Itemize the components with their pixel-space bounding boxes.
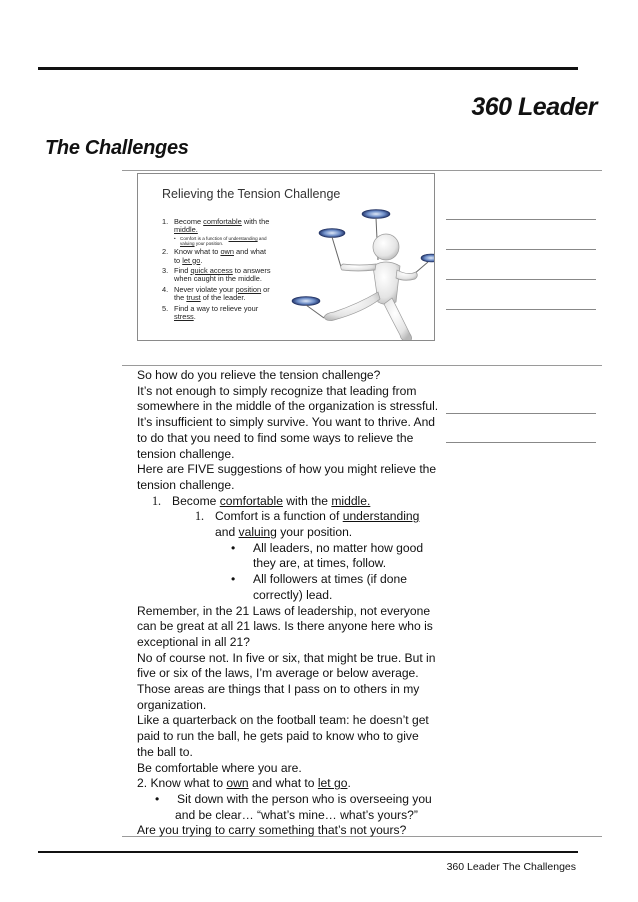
note-line <box>446 219 596 220</box>
page-footer: 360 Leader The Challenges <box>446 861 576 873</box>
bullet-item: • Sit down with the person who is overseeing you <box>155 791 432 806</box>
top-rule <box>38 67 578 70</box>
bullet-item: • All leaders, no matter how good <box>231 540 424 555</box>
bullet-item-cont: they are, at times, follow. <box>253 556 387 571</box>
numbered-item: 1. Become comfortable with the middle. <box>152 493 371 508</box>
bullet-item: • All followers at times (if done <box>231 572 407 587</box>
slide-title: Relieving the Tension Challenge <box>162 187 341 201</box>
note-text: paid to run the ball, he gets paid to know who to give <box>137 729 419 744</box>
note-text: It’s not enough to simply recognize that leading from <box>137 383 417 398</box>
note-text: Those areas are things that I pass on to others in my <box>137 682 420 697</box>
divider <box>122 365 602 366</box>
note-text: No of course not. In five or six, that might be true. But in <box>137 650 436 665</box>
note-text: the ball to. <box>137 744 193 759</box>
note-text: Remember, in the 21 Laws of leadership, not everyone <box>137 603 431 618</box>
slide-item: 5. Find a way to relieve your stress. <box>162 303 259 322</box>
juggling-figure-illustration <box>138 174 435 341</box>
note-text: Here are FIVE suggestions of how you might relieve the <box>137 462 437 477</box>
slide-thumbnail <box>137 173 435 341</box>
slide-subitem: • Comfort is a function of understanding and valuing your position. <box>174 235 267 247</box>
note-text: 2. Know what to own and what to let go. <box>137 776 351 791</box>
note-text: tension challenge. <box>137 477 235 492</box>
note-text: Are you trying to carry something that’s not yours? <box>137 823 407 838</box>
note-text: It’s insufficient to simply survive. You want to thrive. And <box>137 415 436 430</box>
note-text: can be great at all 21 laws. Is there anyone here who is <box>137 619 433 634</box>
note-line <box>446 249 596 250</box>
slide-item: 4. Never violate your position or the trust of the leader. <box>162 284 270 303</box>
slide-item: 2. Know what to own and what to let go. <box>162 247 267 265</box>
note-text: somewhere in the middle of the organization is stressful. <box>137 399 439 414</box>
note-line <box>446 309 596 310</box>
note-line <box>446 442 596 443</box>
note-text: organization. <box>137 697 207 712</box>
note-text: So how do you relieve the tension challenge? <box>137 368 381 382</box>
numbered-subitem: 1. Comfort is a function of understanding <box>195 509 420 524</box>
bullet-item-cont: and be clear… “what’s mine… what’s yours?” <box>175 807 418 822</box>
note-text: Be comfortable where you are. <box>137 760 302 775</box>
note-text: tension challenge. <box>137 446 235 461</box>
spinning-plate-icon <box>414 254 435 274</box>
note-text: to do that you need to find some ways to relieve the <box>137 430 414 445</box>
note-line <box>446 279 596 280</box>
note-text: Like a quarterback on the football team: he doesn’t get <box>137 713 429 728</box>
note-line <box>446 413 596 414</box>
bullet-item-cont: correctly) lead. <box>253 587 333 602</box>
figure-body <box>324 234 417 341</box>
speaker-notes <box>137 368 437 839</box>
note-text: five or six of the laws, I’m average or below average. <box>137 666 419 681</box>
slide-item: 1. Become comfortable with the middle. • Comfort is a function of understanding and valuing your position. <box>150 218 310 246</box>
document-title: 360 Leader <box>471 93 597 121</box>
numbered-subitem-cont: and valuing your position. <box>215 525 353 540</box>
section-title: The Challenges <box>45 137 189 159</box>
bottom-rule <box>38 851 578 853</box>
divider <box>122 170 602 171</box>
note-text: exceptional in all 21? <box>137 634 250 649</box>
slide-item: 3. Find quick access to answers when caught in the middle. <box>162 266 271 284</box>
spinning-plate-icon <box>292 297 324 319</box>
spinning-plate-icon <box>319 229 345 268</box>
